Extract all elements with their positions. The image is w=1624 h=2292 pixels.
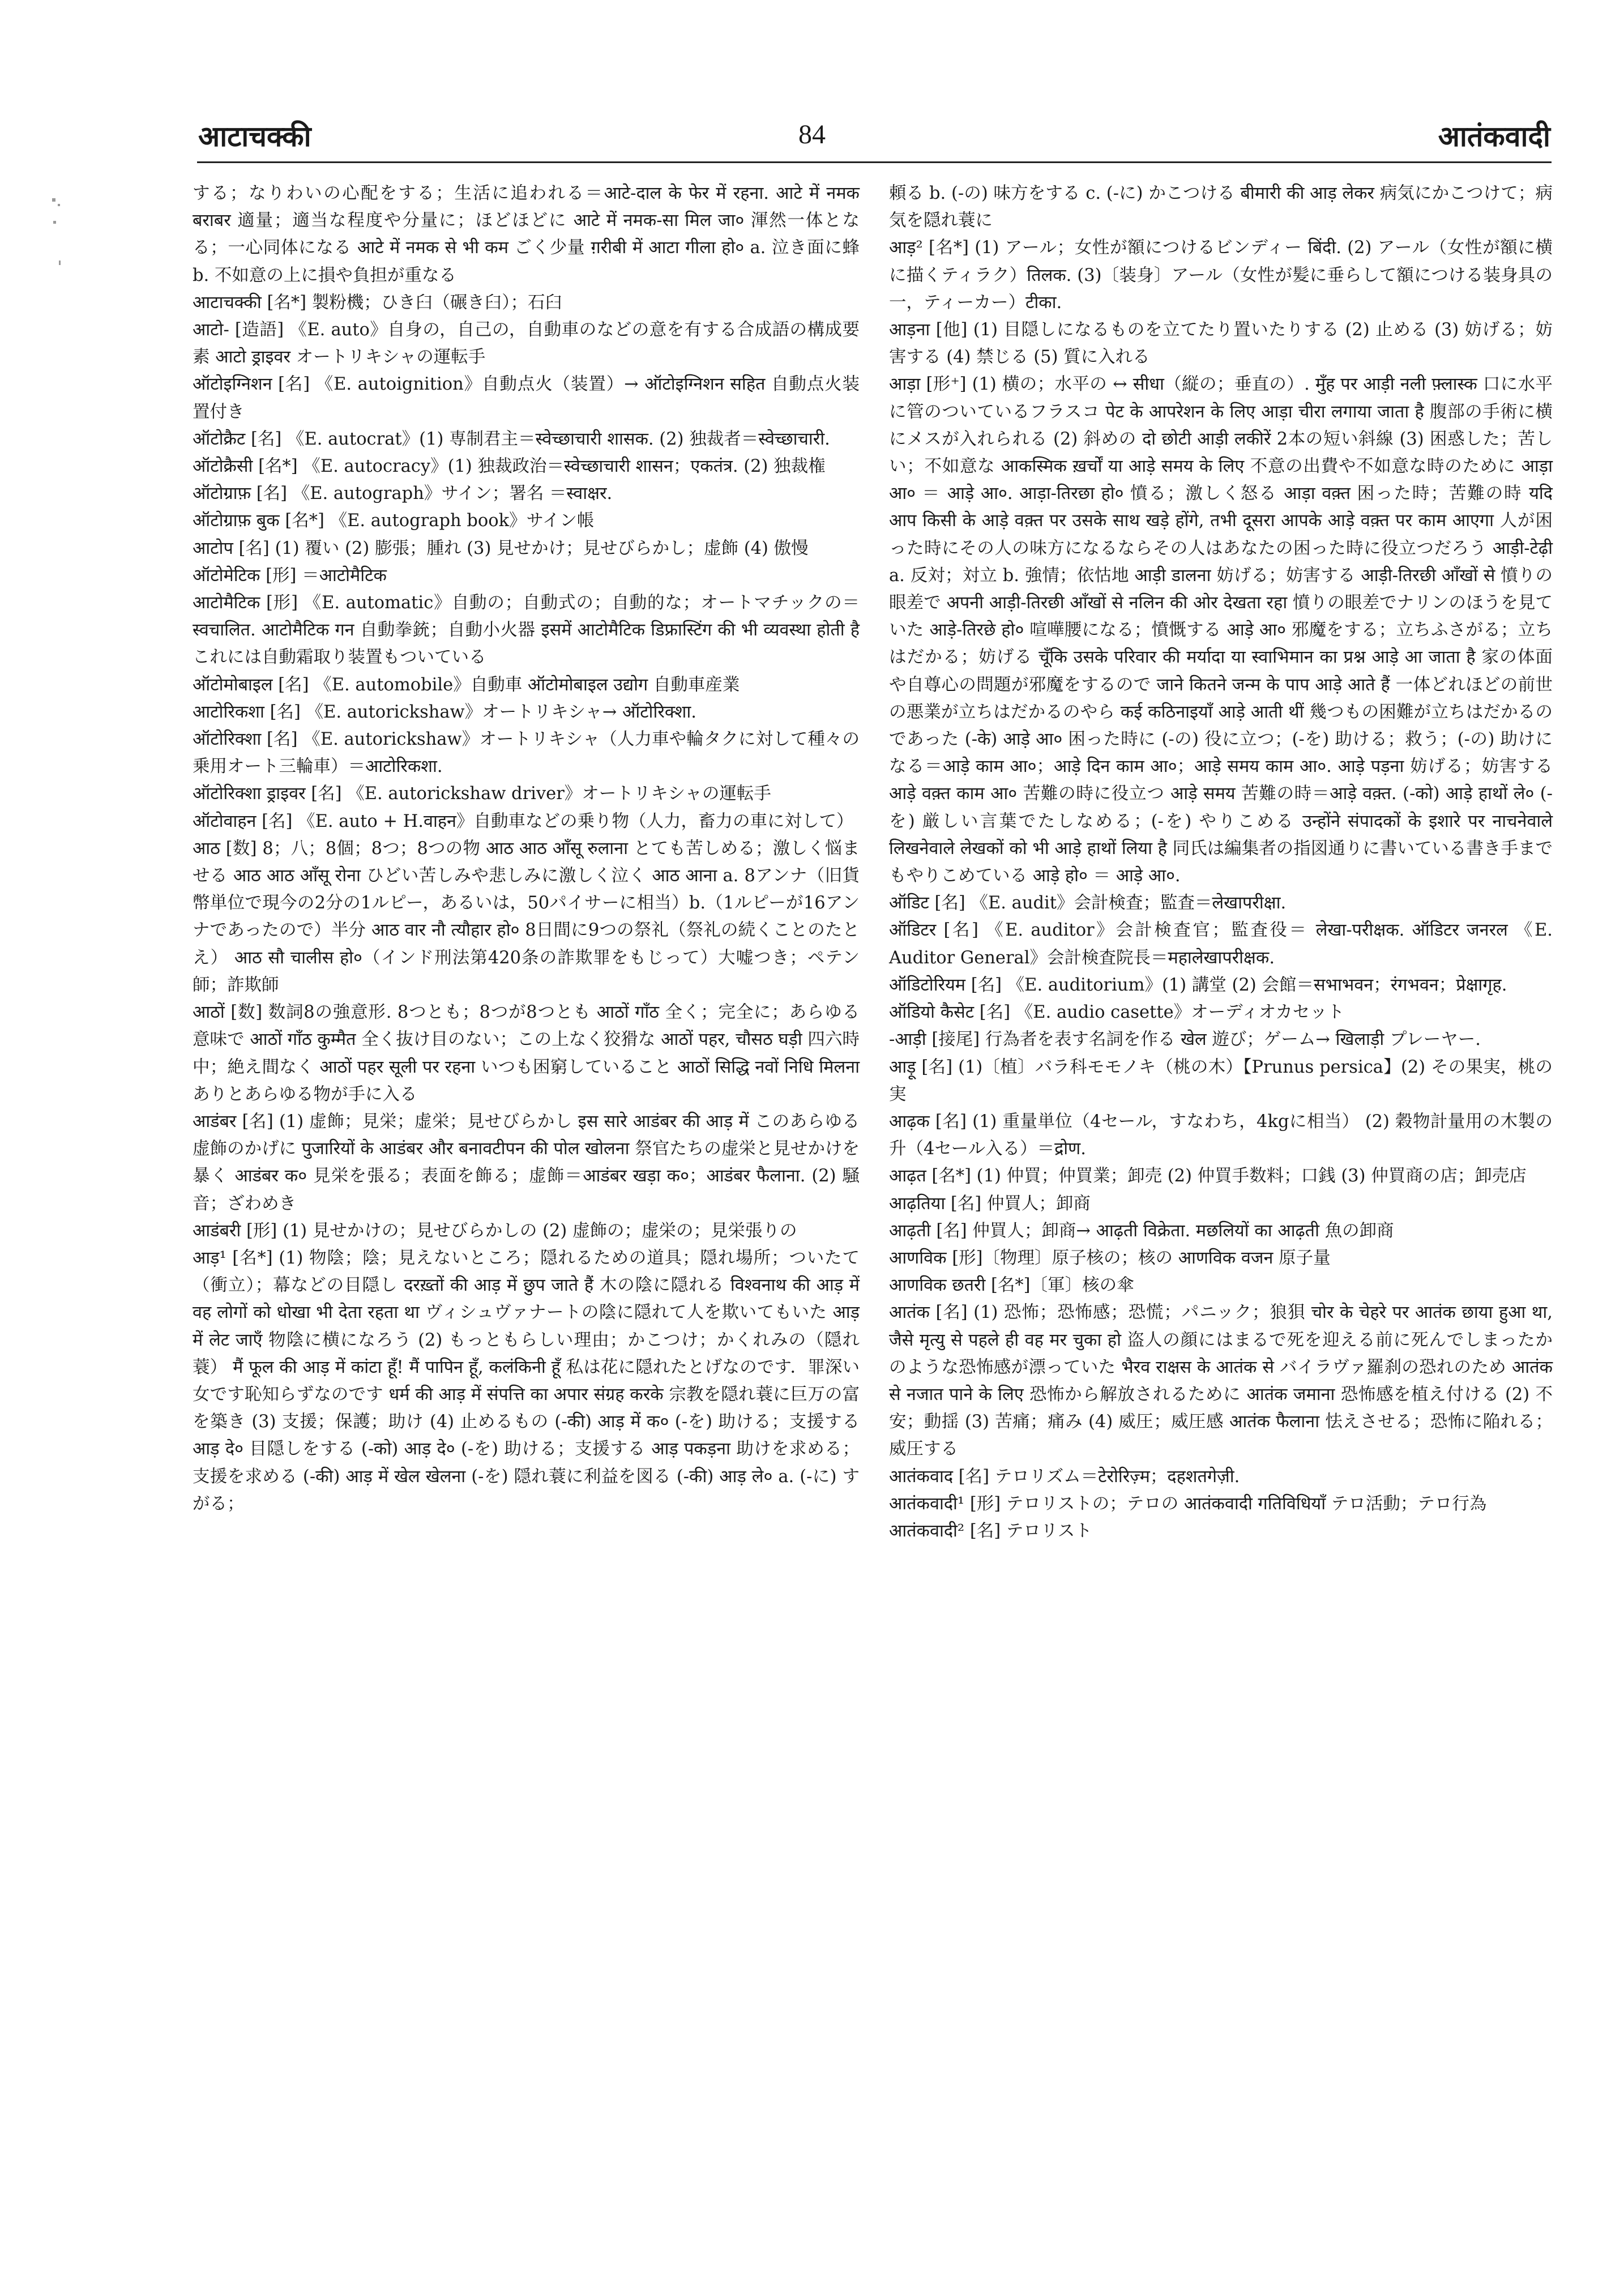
dictionary-entry: आटाचक्की [名*] 製粉機；ひき臼（碾き臼）；石臼 (193, 292, 562, 313)
dictionary-entry: आढ़त [名*] (1) 仲買；仲買業；卸売 (2) 仲買手数料；口銭 (3) 仲買商の店；卸売店 (889, 1166, 1527, 1186)
dictionary-entry: आटोमैटिक [形] 《E. automatic》自動の；自動式の；自動的な；オートマチックの＝स्वचालित. आटोमैटिक गन 自動拳銃；自動小火器 इसमें आटोमैटिक डिफ्रास्टिंग की भी व्यवस्था होती है これには自動霜取り装置もついている (193, 593, 860, 668)
right-column (889, 180, 1553, 1545)
dictionary-entry: आठ [数] 8；八；8個；8つ；8つの物 आठ आठ आँसू रुलाना とても苦しめる；激しく悩ませる आठ आठ आँसू रोना ひどい苦しみや悲しみに激しく泣く आठ आना a. 8アンナ（旧貨幣単位で現今の2分の1ルピー，あるいは，50パイサーに相当）b.（1ルピーが16アンナであったので）半分 आठ वार नौ त्यौहार हो० 8日間に9つの祭礼（祭礼の続くことのたとえ） आठ सौ चालीस हो०（インド刑法第420条の詐欺罪をもじって）大嘘つき；ペテン師；詐欺師 (193, 838, 860, 995)
dictionary-entry: आढ़क [名] (1) 重量単位（4セール，すなわち，4kgに相当） (2) 穀物計量用の木製の升（4セール入る）＝द्रोण. (889, 1111, 1553, 1159)
dictionary-entry: आड़² [名*] (1) アール；女性が額につけるビンディー बिंदी. (2) アール（女性が額に横に描くティラク）तिलक. (3)〔装身〕アール（女性が髪に垂らして額につける装身具の一，ティーカー）टीका. (889, 238, 1553, 313)
dictionary-entry: आढ़ती [名] 仲買人；卸商→ आढ़ती विक्रेता. मछलियों का आढ़ती 魚の卸商 (889, 1220, 1394, 1241)
dictionary-entry: आड़ा [形⁺] (1) 横の；水平の ↔ सीधा（縦の；垂直の）. मुँह पर आड़ी नली फ़्लास्क 口に水平に管のついているフラスコ पेट के आपरेशन के लिए आड़ा चीरा लगाया जाता है 腹部の手術に横にメスが入れられる (2) 斜めの दो छोटी आड़ी लकीरें 2本の短い斜線 (3) 困惑した；苦しい；不如意な आकस्मिक ख़र्चों या आड़े समय के लिए 不意の出費や不如意な時のために आड़ा आ० ＝ आड़े आ०. आड़ा-तिरछा हो० 憤る；激しく怒る आड़ा वक़्त 困った時；苦難の時 यदि आप किसी के आड़े वक़्त पर उसके साथ खड़े होंगे, तभी दूसरा आपके आड़े वक़्त पर काम आएगा 人が困った時にその人の味方になるならその人はあなたの困った時に役立つだろう आड़ी-टेढ़ी a. 反対；対立 b. 強情；依怙地 आड़ी डालना 妨げる；妨害する आड़ी-तिरछी आँखों से 憤りの眼差で अपनी आड़ी-तिरछी आँखों से नलिन की ओर देखता रहा 憤りの眼差でナリンのほうを見ていた आड़े-तिरछे हो० 喧嘩腰になる；憤慨する आड़े आ० 邪魔をする；立ちふさがる；立ちはだかる；妨げる चूँकि उसके परिवार की मर्यादा या स्वाभिमान का प्रश्न आड़े आ जाता है 家の体面や自尊心の問題が邪魔をするので जाने कितने जन्म के पाप आड़े आते हैं 一体どれほどの前世の悪業が立ちはだかるのやら कई कठिनाइयाँ आड़े आती थीं 幾つもの困難が立ちはだかるのであった (-के) आड़े आ० 困った時に (-の) 役に立つ；(-を) 助ける；救う；(-の) 助けになる＝आड़े काम आ०；आड़े दिन काम आ०；आड़े समय काम आ०. आड़े पड़ना 妨げる；妨害する आड़े वक़्त काम आ० 苦難の時に役立つ आड़े समय 苦難の時＝आड़े वक़्त. (-को) आड़े हाथों ले० (-を) 厳しい言葉でたしなめる；(-を) やりこめる उन्होंने संपादकों के इशारे पर नाचनेवाले लिखनेवाले लेखकों को भी आड़े हाथों लिया है 同氏は編集者の指図通りに書いている書き手までもやりこめている आड़े हो० ＝ आड़े आ०. (889, 374, 1553, 886)
dictionary-entry: ऑटोइग्निशन [名] 《E. autoignition》自動点火（装置）→ ऑटोइग्निशन सहित 自動点火装置付き (193, 374, 860, 422)
dictionary-entry: ऑडिटर [名] 《E. auditor》会計検査官；監査役＝ लेखा-परीक्षक. ऑडिटर जनरल 《E. Auditor General》会計検査院長＝महालेखापरीक्षक. (889, 920, 1553, 968)
scan-margin-marks (50, 198, 67, 289)
dictionary-entry: ऑडियो कैसेट [名] 《E. audio casette》オーディオカセット (889, 1002, 1345, 1023)
dictionary-entry: ऑटोग्राफ़ बुक [名*] 《E. autograph book》サイン帳 (193, 511, 595, 531)
dictionary-entry: ऑटोवाहन [名] 《E. auto + H.वाहन》自動車などの乗り物（人力，畜力の車に対して） (193, 811, 854, 831)
dictionary-entry: आतंक [名] (1) 恐怖；恐怖感；恐慌；パニック；狼狽 चोर के चेहरे पर आतंक छाया हुआ था, जैसे मृत्यु से पहले ही वह मर चुका हो 盗人の顔にはまるで死を迎える前に死んでしまったかのような恐怖感が漂っていた भैरव राक्षस के आतंक से バイラヴァ羅刹の恐れのため आतंक से नजात पाने के लिए 恐怖から解放されるために आतंक जमाना 恐怖感を植え付ける (2) 不安；動揺 (3) 苦痛；痛み (4) 威圧；威圧感 आतंक फैलाना 怯えさせる；恐怖に陥れる；威圧する (889, 1303, 1553, 1459)
dictionary-entry: आडंबरी [形] (1) 見せかけの；見せびらかしの (2) 虚飾の；虚栄の；見栄張りの (193, 1220, 797, 1241)
dictionary-entry: आटोरिकशा [名] 《E. autorickshaw》オートリキシャ→ ऑटोरिक्शा. (193, 702, 696, 722)
left-column (193, 180, 860, 1518)
dictionary-entry: आतंकवादी¹ [形] テロリストの；テロの आतंकवादी गतिविधियाँ テロ活動；テロ行為 (889, 1493, 1487, 1514)
dictionary-entry: ऑटोक्रैट [名] 《E. autocrat》(1) 専制君主＝स्वेच्छाचारी शासक. (2) 独裁者＝स्वेच्छाचारी. (193, 429, 830, 449)
dictionary-entry: आतंकवाद [名] テロリズム＝टेरोरिज़्म；दहशतगेज़ी. (889, 1466, 1240, 1487)
dictionary-entry: आडंबर [名] (1) 虚飾；見栄；虚栄；見せびらかし इस सारे आडंबर की आड़ में このあらゆる虚飾のかげに पुजारियों के आडंबर और बनावटीपन की पोल खोलना 祭官たちの虚栄と見せかけを暴く आडंबर क० 見栄を張る；表面を飾る；虚飾＝आडंबर खड़ा क०；आडंबर फैलाना. (2) 騒音；ざわめき (193, 1111, 860, 1214)
dictionary-entry: ऑटोरिक्शा [名] 《E. autorickshaw》オートリキシャ（人力車や輪タクに対して種々の乗用オート三輪車）＝आटोरिकशा. (193, 729, 860, 777)
page-number: 84 (798, 119, 826, 150)
dictionary-entry: ऑटोमोबाइल [名] 《E. automobile》自動車 ऑटोमोबाइल उद्योग 自動車産業 (193, 675, 740, 695)
dictionary-entry: ऑटोमेटिक [形] ＝आटोमैटिक (193, 565, 387, 586)
entry-continuation: する；なりわいの心配をする；生活に追われる＝आटे-दाल के फेर में रहना. आटे में नमक बराबर 適量；適当な程度や分量に；ほどほどに आटे में नमक-सा मिल जा० 渾然一体となる；一心同体になる आटे में नमक से भी कम ごく少量 ग़रीबी में आटा गीला हो० a. 泣き面に蜂 b. 不如意の上に損や負担が重なる (193, 183, 860, 285)
running-head-left: आटाचक्की (198, 120, 311, 153)
dictionary-entry: ऑटोक्रैसी [名*] 《E. autocracy》(1) 独裁政治＝स्वेच्छाचारी शासन；एकतंत्र. (2) 独裁権 (193, 456, 826, 477)
dictionary-entry: ऑटोरिक्शा ड्राइवर [名] 《E. autorickshaw driver》オートリキシャの運転手 (193, 784, 771, 804)
dictionary-entry: आड़ू [名] (1)〔植〕バラ科モモノキ（桃の木）【Prunus persica】(2) その果実，桃の実 (889, 1057, 1553, 1104)
dictionary-entry: आड़¹ [名*] (1) 物陰；陰；見えないところ；隠れるための道具；隠れ場所；ついたて（衝立）；幕などの目隠し दरख़्तों की आड़ में छुप जाते हैं 木の陰に隠れる विश्वनाथ की आड़ में वह लोगों को धोखा भी देता रहता था ヴィシュヴァナートの陰に隠れて人を欺いてもいた आड़ में लेट जाएँ 物陰に横になろう (2) もっともらしい理由；かこつけ；かくれみの（隠れ蓑） मैं फूल की आड़ में कांटा हूँ! मैं पापिन हूँ, कलंकिनी हूँ 私は花に隠れたとげなのです．罪深い女です恥知らずなのです धर्म की आड़ में संपत्ति का अपार संग्रह करके 宗教を隠れ蓑に巨万の富を築き (3) 支援；保護；助け (4) 止めるもの (-की) आड़ में क० (-を) 助ける；支援する आड़ दे० 目隠しをする (-को) आड़ दे० (-を) 助ける；支援する आड़ पकड़ना 助けを求める；支援を求める (-की) आड़ में खेल खेलना (-を) 隠れ蓑に利益を図る (-की) आड़ ले० a. (-に) すがる； (193, 1248, 860, 1514)
dictionary-entry: आटो- [造語] 《E. auto》自身の，自己の，自動車のなどの意を有する合成語の構成要素 आटो ड्राइवर オートリキシャの運転手 (193, 320, 860, 368)
dictionary-entry: ऑडिटोरियम [名] 《E. auditorium》(1) 講堂 (2) 会館＝सभाभवन；रंगभवन；प्रेक्षागृह. (889, 975, 1507, 995)
dictionary-entry: -आड़ी [接尾] 行為者を表す名詞を作る खेल 遊び；ゲーム→ खिलाड़ी プレーヤー. (889, 1030, 1481, 1050)
dictionary-entry: आटोप [名] (1) 覆い (2) 膨張；腫れ (3) 見せかけ；見せびらかし；虚飾 (4) 傲慢 (193, 538, 809, 558)
running-head-right: आतंकवादी (1438, 120, 1550, 153)
dictionary-entry: आढ़तिया [名] 仲買人；卸商 (889, 1193, 1091, 1214)
dictionary-entry: आणविक [形]〔物理〕原子核の；核の आणविक वजन 原子量 (889, 1248, 1331, 1268)
dictionary-entry: ऑटोग्राफ़ [名] 《E. autograph》サイン；署名 ＝स्वाक्षर. (193, 484, 613, 504)
dictionary-entry: ऑडिट [名] 《E. audit》会計検査；監査＝लेखापरीक्षा. (889, 893, 1287, 914)
entry-continuation: 頼る b. (-の) 味方をする c. (-に) かこつける बीमारी की आड़ लेकर 病気にかこつけて；病気を隠れ蓑に (889, 183, 1553, 231)
dictionary-entry: आणविक छतरी [名*]〔軍〕核の傘 (889, 1275, 1134, 1296)
dictionary-entry: आठों [数] 数詞8の強意形. 8つとも；8つが8つとも आठों गाँठ 全く；完全に；あらゆる意味で आठों गाँठ कुम्मैत 全く抜け目のない；この上なく狡猾な आठों पहर, चौसठ घड़ी 四六時中；絶え間なく आठों पहर सूली पर रहना いつも困窮していること आठों सिद्धि नवों निधि मिलना ありとあらゆる物が手に入る (193, 1002, 860, 1104)
header-rule (197, 161, 1552, 163)
dictionary-entry: आड़ना [他] (1) 目隠しになるものを立てたり置いたりする (2) 止める (3) 妨げる；妨害する (4) 禁じる (5) 質に入れる (889, 320, 1553, 368)
dictionary-entry: आतंकवादी² [名] テロリスト (889, 1521, 1092, 1541)
